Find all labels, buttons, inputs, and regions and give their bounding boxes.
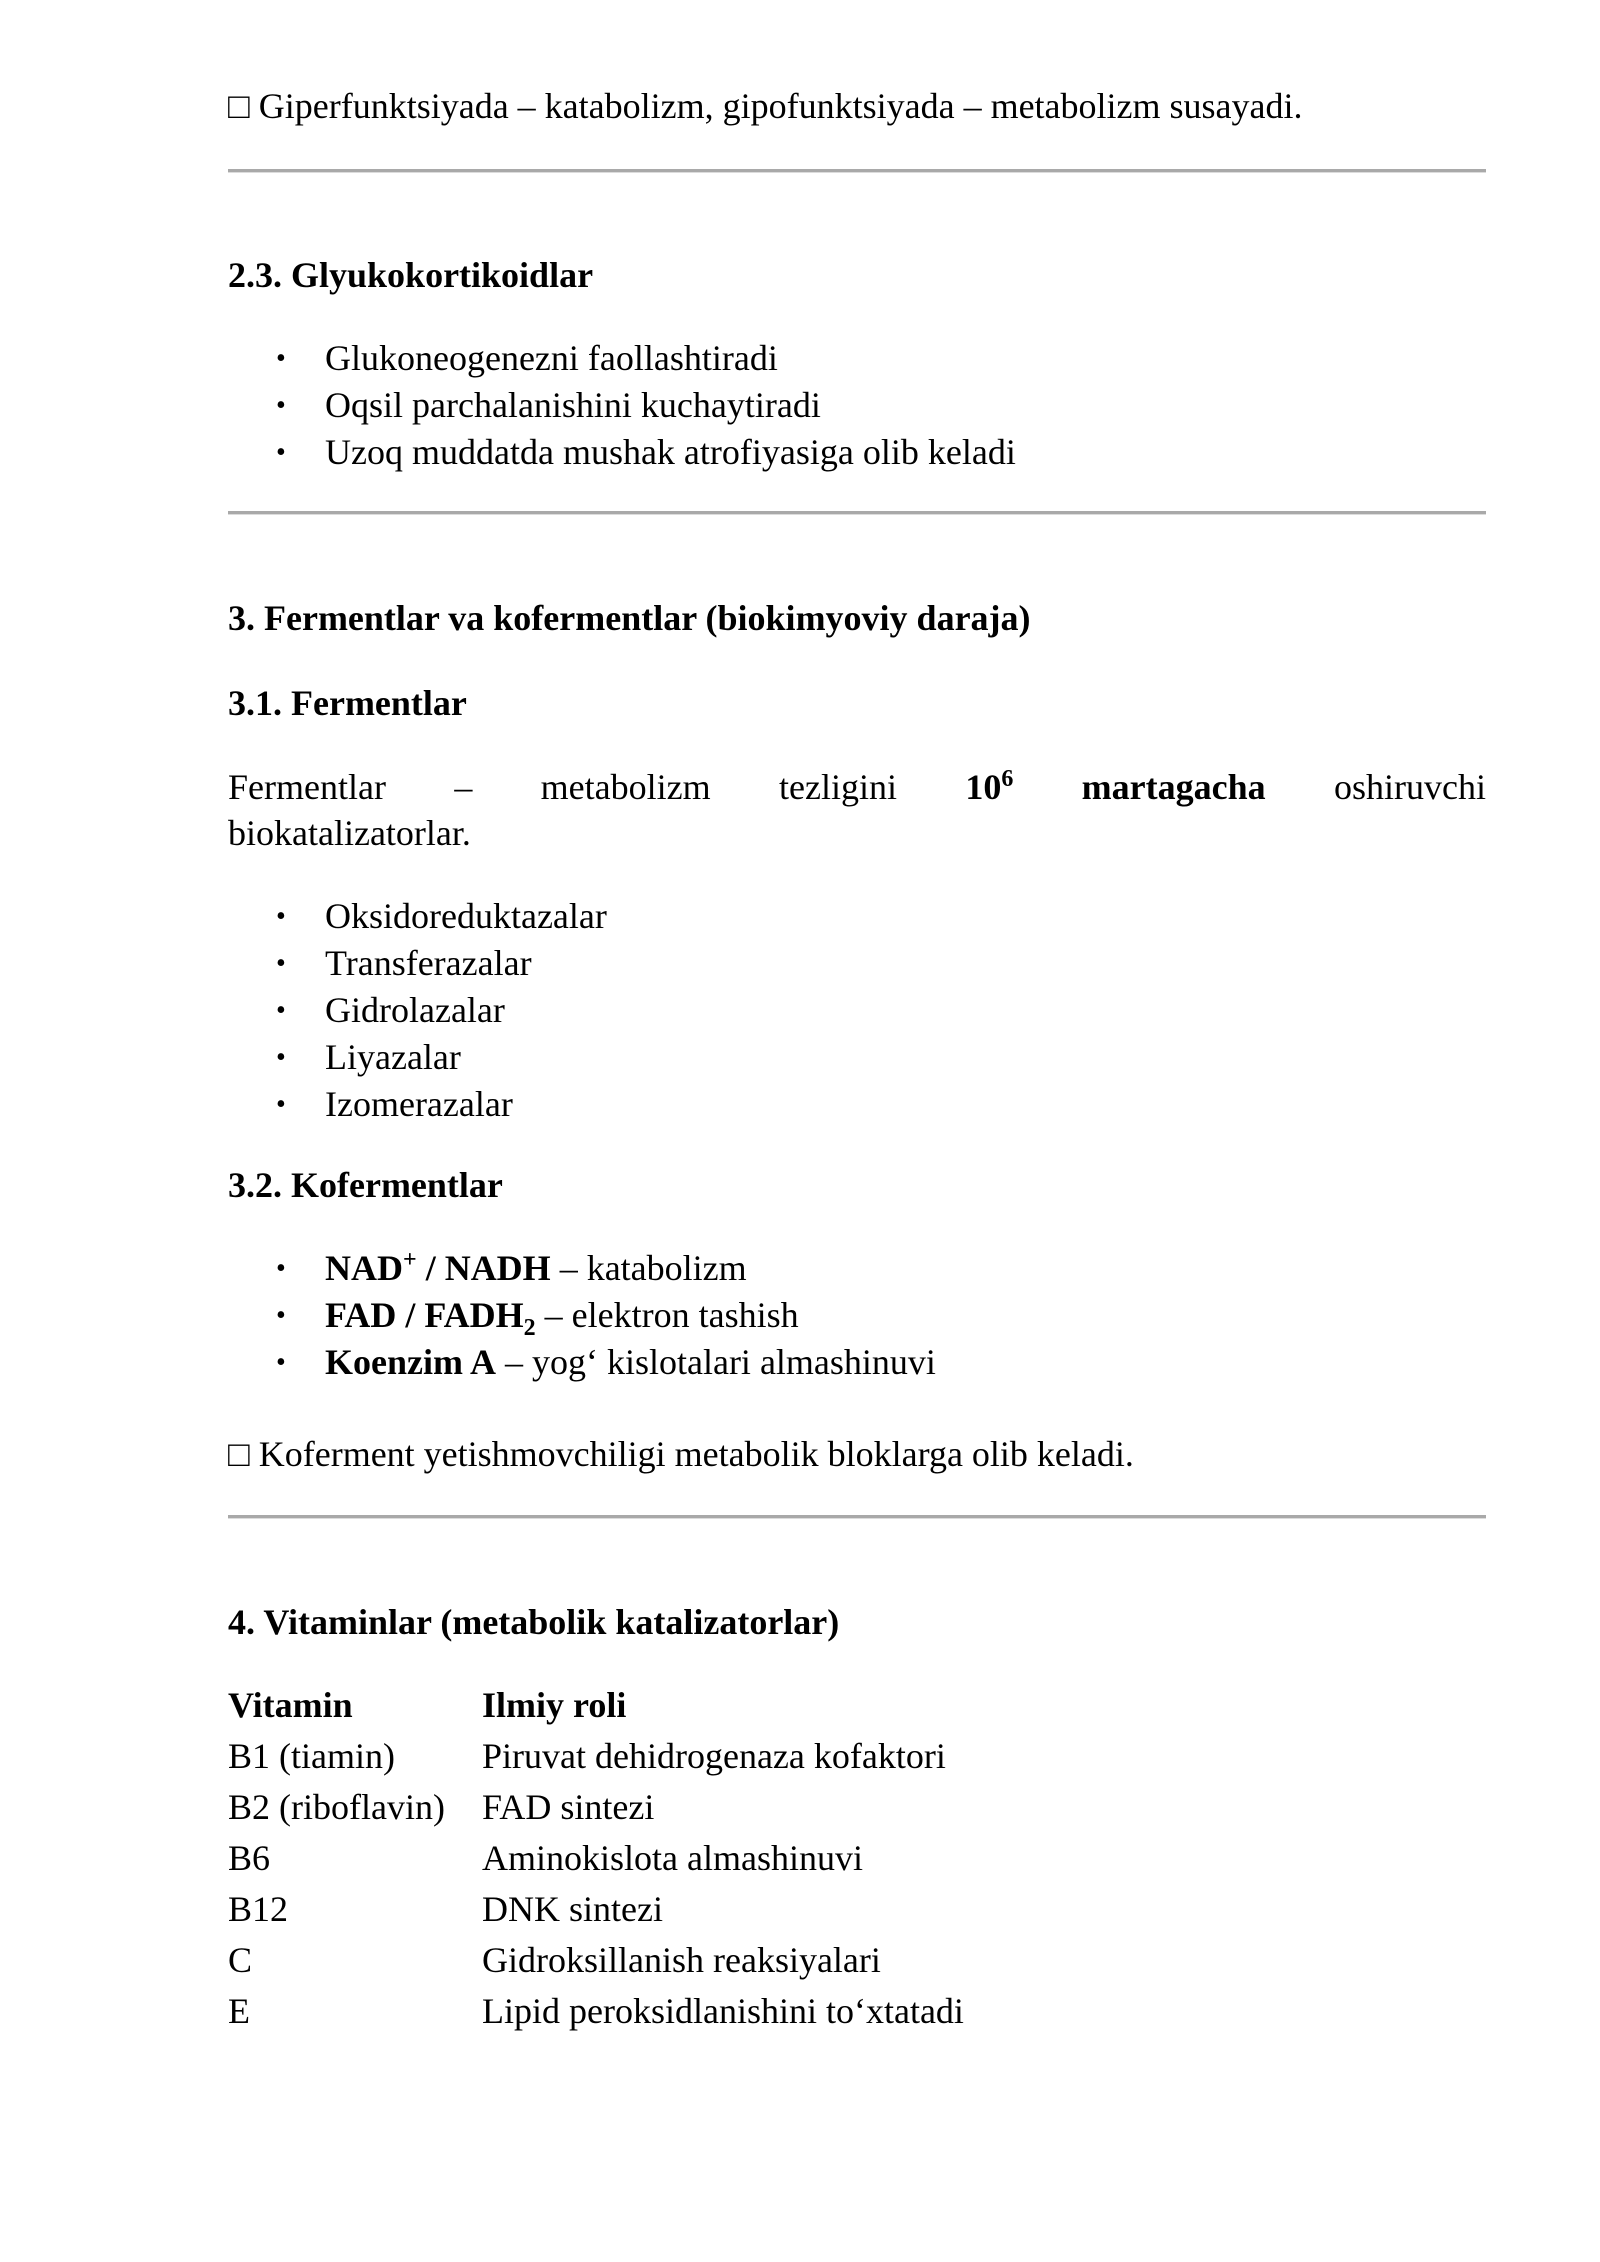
role-cell: DNK sintezi xyxy=(482,1889,663,1929)
section-3-1-heading: 3.1. Fermentlar xyxy=(228,683,467,723)
bullet-icon: • xyxy=(276,995,286,1026)
intro-line-2: biokatalizatorlar. xyxy=(228,813,471,853)
table-row xyxy=(228,1833,964,1884)
table-row xyxy=(228,1782,964,1833)
vitamin-cell: B6 xyxy=(228,1838,271,1878)
table-header-row xyxy=(228,1680,964,1731)
role-cell: FAD sintezi xyxy=(482,1787,655,1827)
list-item: • Oksidoreduktazalar xyxy=(228,893,607,940)
vitamin-cell: E xyxy=(228,1991,250,2031)
vitamin-cell: B1 (tiamin) xyxy=(228,1736,395,1776)
column-header-role: Ilmiy roli xyxy=(482,1685,627,1725)
role-cell: Gidroksillanish reaksiyalari xyxy=(482,1940,881,1980)
table-row xyxy=(228,1884,964,1935)
vitamin-cell: B2 (riboflavin) xyxy=(228,1787,445,1827)
list-item: • FAD / $FADH_2$ – elektron tashish xyxy=(228,1292,936,1339)
top-note: □ Giperfunktsiyada – katabolizm, gipofunktsiyada – metabolizm susayadi. xyxy=(228,86,1303,126)
section-4-heading: 4. Vitaminlar (metabolik katalizatorlar) xyxy=(228,1602,840,1642)
vitamin-cell: C xyxy=(228,1940,253,1980)
bullet-icon: • xyxy=(276,1253,286,1284)
bullet-icon: • xyxy=(276,901,286,932)
section-3-2-list xyxy=(228,1245,936,1386)
table-row xyxy=(228,1935,964,1986)
list-item: • Uzoq muddatda mushak atrofiyasiga olib keladi xyxy=(228,429,1016,476)
bullet-icon: • xyxy=(276,948,286,979)
bullet-icon: • xyxy=(276,1300,286,1331)
intro-line-1: Fermentlar – metabolizm tezligini $10^6$ martagacha oshiruvchi xyxy=(228,766,1486,807)
role-cell: Aminokislota almashinuvi xyxy=(482,1838,863,1878)
bullet-icon: • xyxy=(276,437,286,468)
list-item: • Gidrolazalar xyxy=(228,987,607,1034)
list-item: • Transferazalar xyxy=(228,940,607,987)
column-header-vitamin: Vitamin xyxy=(228,1685,353,1725)
section-2-3-heading: 2.3. Glyukokortikoidlar xyxy=(228,255,594,295)
section-3-1-intro xyxy=(228,764,1486,856)
section-3-1-list xyxy=(228,893,607,1128)
list-item: • Liyazalar xyxy=(228,1034,607,1081)
list-item: • Glukoneogenezni faollashtiradi xyxy=(228,335,1016,382)
section-2-3-list xyxy=(228,335,1016,476)
table-row xyxy=(228,1731,964,1782)
role-cell: Lipid peroksidlanishini to‘xtatadi xyxy=(482,1991,964,2031)
section-3-2-heading: 3.2. Kofermentlar xyxy=(228,1165,503,1205)
bullet-icon: • xyxy=(276,1042,286,1073)
bullet-icon: • xyxy=(276,390,286,421)
vitamin-cell: B12 xyxy=(228,1889,289,1929)
list-item: • Izomerazalar xyxy=(228,1081,607,1128)
bullet-icon: • xyxy=(276,343,286,374)
horizontal-rule xyxy=(228,511,1486,515)
horizontal-rule xyxy=(228,169,1486,173)
list-item: • NAD+ / NADH – katabolizm xyxy=(228,1245,936,1292)
table-row xyxy=(228,1986,964,2037)
horizontal-rule xyxy=(228,1515,1486,1519)
vitamin-table xyxy=(228,1680,964,2037)
bullet-icon: • xyxy=(276,1347,286,1378)
role-cell: Piruvat dehidrogenaza kofaktori xyxy=(482,1736,946,1776)
section-3-heading: 3. Fermentlar va kofermentlar (biokimyoviy daraja) xyxy=(228,598,1031,638)
list-item: • Oqsil parchalanishini kuchaytiradi xyxy=(228,382,1016,429)
bullet-icon: • xyxy=(276,1089,286,1120)
list-item: • Koenzim A – yog‘ kislotalari almashinuvi xyxy=(228,1339,936,1386)
section-3-2-note: □ Koferment yetishmovchiligi metabolik bloklarga olib keladi. xyxy=(228,1434,1134,1474)
